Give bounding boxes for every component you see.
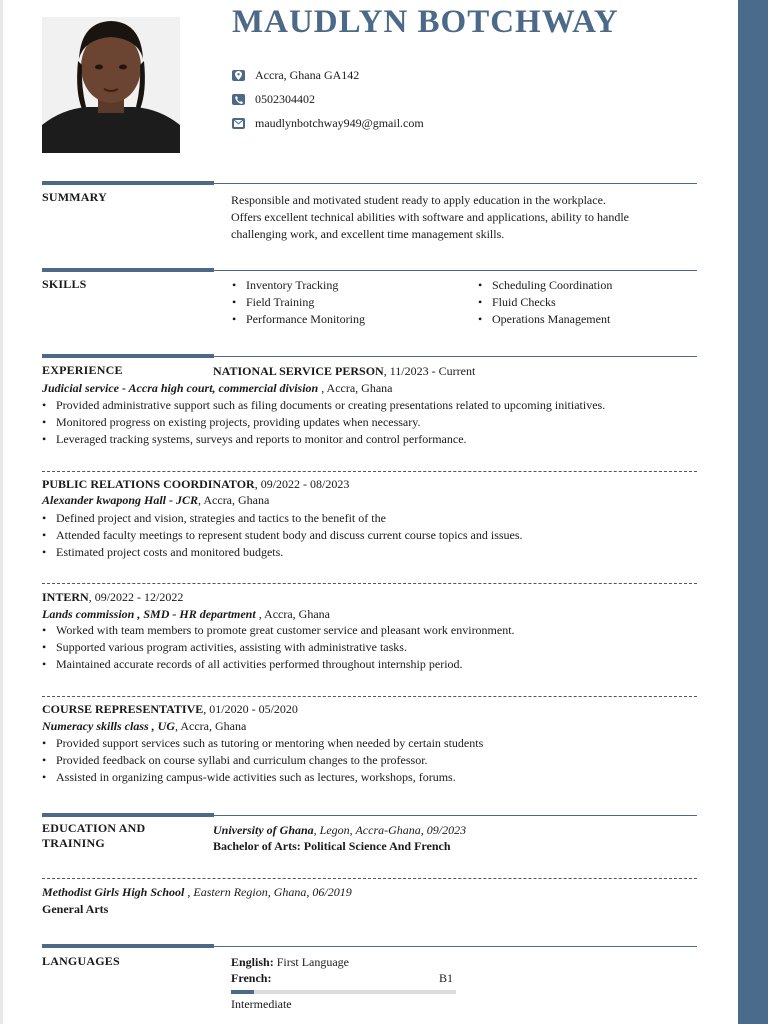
language-french-code: B1	[439, 971, 454, 985]
skill-item: • Scheduling Coordination	[478, 277, 612, 294]
experience-divider	[42, 356, 697, 357]
job-separator	[42, 471, 697, 472]
education-separator	[42, 878, 697, 879]
summary-text: Responsible and motivated student ready to apply education in the workplace. Offers excellent technical abilities with software and applications, ability to handle challenging work, and excellent time management skills.	[231, 193, 629, 241]
education-heading: EDUCATION AND TRAINING	[42, 821, 146, 850]
job-dates: , 01/2020 - 05/2020	[203, 702, 298, 716]
job-employer-line	[42, 380, 393, 396]
job-dates: , 09/2022 - 08/2023	[254, 477, 350, 491]
job-bullets	[42, 622, 515, 672]
languages-divider	[42, 946, 697, 947]
job-location: , Accra, Ghana	[198, 493, 270, 507]
job-role: NATIONAL SERVICE PERSON	[213, 364, 384, 378]
job-bullets	[42, 735, 483, 785]
education-details: , Eastern Region, Ghana, 06/2019	[184, 885, 352, 899]
list-item: • Assisted in organizing campus-wide activities such as lectures, workshops, forums.	[42, 769, 483, 786]
education-school-line	[213, 822, 466, 838]
profile-photo	[42, 17, 180, 153]
skills-list-col1	[232, 277, 365, 327]
job-employer: Numeracy skills class , UG	[42, 719, 175, 733]
job-separator	[42, 696, 697, 697]
education-school-line	[42, 884, 352, 900]
phone-icon	[232, 94, 245, 105]
language-proficiency-fill	[231, 990, 254, 994]
education-degree: Bachelor of Arts: Political Science And French	[213, 839, 451, 853]
contact-phone	[232, 92, 315, 107]
experience-heading: EXPERIENCE	[42, 363, 123, 377]
job-dates: , 09/2022 - 12/2022	[88, 590, 184, 604]
skill-item: • Field Training	[232, 294, 365, 311]
list-item: • Monitored progress on existing projects, providing updates when necessary.	[42, 414, 605, 431]
contact-address	[232, 68, 359, 83]
skills-heading: SKILLS	[42, 277, 87, 291]
list-item: • Attended faculty meetings to represent student body and discuss current course topics and issues.	[42, 527, 523, 544]
address-text: Accra, Ghana GA142	[255, 68, 360, 82]
skill-item: • Performance Monitoring	[232, 311, 365, 328]
job-employer: Alexander kwapong Hall - JCR	[42, 493, 199, 507]
job-location: , Accra, Ghana	[318, 381, 393, 395]
skills-divider	[42, 270, 697, 271]
skills-list-col2	[478, 277, 612, 327]
summary-heading: SUMMARY	[42, 190, 107, 204]
contact-email	[232, 116, 424, 131]
education-details: , Legon, Accra-Ghana, 09/2023	[313, 823, 467, 837]
language-english: English: First Language	[231, 955, 350, 969]
job-separator	[42, 583, 697, 584]
location-pin-icon	[232, 70, 245, 81]
job-role: PUBLIC RELATIONS COORDINATOR	[42, 477, 255, 491]
email-text[interactable]: maudlynbotchway949@gmail.com	[255, 116, 424, 130]
job-employer-line	[42, 492, 269, 508]
list-item: • Provided support services such as tutoring or mentoring when needed by certain students	[42, 735, 483, 752]
decorative-side-band	[738, 0, 768, 1024]
job-title-line	[42, 589, 183, 605]
language-french-label: French:	[231, 971, 272, 985]
list-item: • Estimated project costs and monitored budgets.	[42, 544, 523, 561]
education-school: Methodist Girls High School	[42, 885, 185, 899]
list-item: • Supported various program activities, assisting with administrative tasks.	[42, 639, 515, 656]
job-role: INTERN	[42, 590, 89, 604]
email-icon	[232, 118, 245, 129]
skill-item: • Inventory Tracking	[232, 277, 365, 294]
job-location: , Accra, Ghana	[255, 607, 330, 621]
resume-name: MAUDLYN BOTCHWAY	[232, 4, 619, 40]
education-divider	[42, 815, 697, 816]
job-bullets	[42, 510, 523, 560]
job-title-line	[213, 363, 475, 379]
language-proficiency-bar	[231, 990, 456, 994]
job-employer-line	[42, 606, 330, 622]
job-dates: , 11/2023 - Current	[383, 364, 476, 378]
list-item: • Defined project and vision, strategies and tactics to the benefit of the	[42, 510, 523, 527]
job-role: COURSE REPRESENTATIVE	[42, 702, 204, 716]
phone-text[interactable]: 0502304402	[255, 92, 315, 106]
education-school: University of Ghana	[213, 823, 314, 837]
list-item: • Provided administrative support such as filing documents or creating presentations related to upcoming initiatives.	[42, 397, 605, 414]
job-employer: Judicial service - Accra high court, commercial division	[42, 381, 319, 395]
language-french-level: Intermediate	[231, 997, 292, 1011]
education-program: General Arts	[42, 902, 109, 916]
languages-heading: LANGUAGES	[42, 954, 120, 968]
job-title-line	[42, 701, 298, 717]
skill-item: • Fluid Checks	[478, 294, 612, 311]
job-location: , Accra, Ghana	[175, 719, 247, 733]
summary-divider	[42, 183, 697, 184]
list-item: • Worked with team members to promote great customer service and pleasant work environment.	[42, 622, 515, 639]
list-item: • Maintained accurate records of all activities performed throughout internship period.	[42, 656, 515, 673]
skill-item: • Operations Management	[478, 311, 612, 328]
job-bullets	[42, 397, 605, 447]
job-title-line	[42, 476, 349, 492]
list-item: • Leveraged tracking systems, surveys and reports to monitor and control performance.	[42, 431, 605, 448]
page-edge	[0, 0, 3, 1024]
list-item: • Provided feedback on course syllabi and curriculum changes to the professor.	[42, 752, 483, 769]
job-employer-line	[42, 718, 246, 734]
job-employer: Lands commission , SMD - HR department	[42, 607, 256, 621]
